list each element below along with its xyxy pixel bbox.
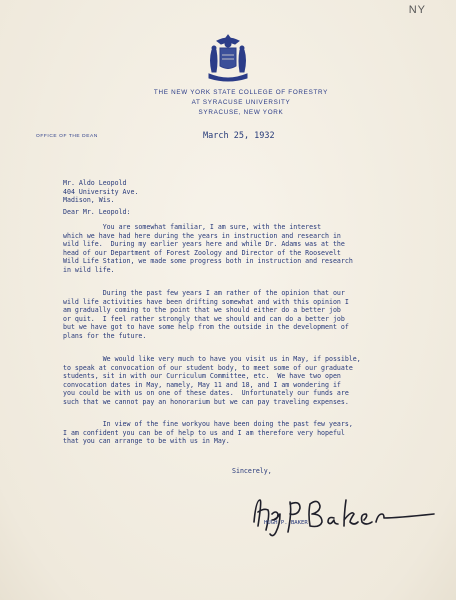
recipient-name: Mr. Aldo Leopold: [63, 179, 127, 187]
body-paragraph-4: In view of the fine workyou have been doing the past few years, I am confident you can be of help to us and I am therefore very hopeful that you can arrange to be with us in May.: [63, 420, 353, 446]
state-seal-icon: [203, 33, 253, 83]
recipient-street: 404 University Ave.: [63, 187, 139, 196]
letterhead: [0, 88, 456, 118]
closing: Sincerely,: [232, 467, 272, 475]
handwritten-signature: [250, 492, 440, 540]
letter-date: March 25, 1932: [203, 131, 275, 141]
body-paragraph-3: We would like very much to have you visit us in May, if possible, to speak at convocation of our student body, to meet some of our graduate students, sit in with our Curriculum Committee, etc. We have two open convocation dates in May, namely, May 11 and 18, and I am wondering if you could be with us on one of these dates. Unfortunately our funds are such that we cannot pay an honorarium but we can pay traveling expenses.: [63, 355, 361, 406]
body-paragraph-1: You are somewhat familiar, I am sure, with the interest which we have had here during the years in instruction and research in wild life. During my earlier years here and while Dr. Adams was at the head of our Department of Forest Zoology and Director of the Roosevelt Wild Life Station, we made some progress both in instruction and research in wild life.: [63, 223, 353, 274]
signer-name: HUGH P. BAKER: [264, 520, 308, 526]
institution-affiliation: AT SYRACUSE UNIVERSITY: [191, 99, 291, 106]
institution-name: THE NEW YORK STATE COLLEGE OF FORESTRY: [153, 89, 329, 96]
recipient-address: [63, 179, 138, 205]
archive-note: NY: [408, 4, 426, 16]
office-label: OFFICE OF THE DEAN: [36, 134, 98, 139]
body-paragraph-2: During the past few years I am rather of the opinion that our wild life activities have been drifting somewhat and with this opinion I am gradually coming to the point that we should either do a better job or quit. I feel rather strongly that we should and can do a better job but we have got to have some help from the outside in the development of plans for the future.: [63, 289, 349, 340]
salutation: Dear Mr. Leopold:: [63, 208, 131, 216]
institution-location: SYRACUSE, NEW YORK: [198, 109, 284, 116]
recipient-city: Madison, Wis.: [63, 196, 115, 205]
